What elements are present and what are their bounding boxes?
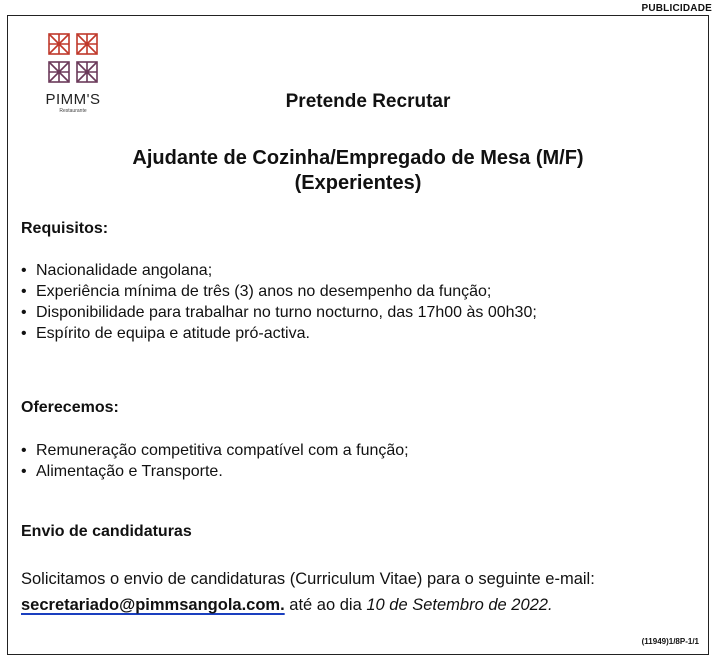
job-title-line1: Ajudante de Cozinha/Empregado de Mesa (M/F) [132, 147, 584, 169]
logo-name: PIMM'S [45, 91, 101, 108]
list-item: • Nacionalidade angolana; [21, 260, 537, 281]
list-item: • Alimentação e Transporte. [21, 461, 409, 482]
list-item: • Remuneração competitiva compatível com a função; [21, 440, 409, 461]
job-title [8, 146, 708, 196]
deadline-date: 10 de Setembro de 2022. [366, 596, 553, 614]
publicidade-label: PUBLICIDADE [641, 3, 712, 14]
list-item: • Disponibilidade para trabalhar no turno nocturno, das 17h00 às 00h30; [21, 302, 537, 323]
envio-instruction: Solicitamos o envio de candidaturas (Curriculum Vitae) para o seguinte e-mail: [21, 570, 595, 588]
envio-contact-line [21, 592, 711, 618]
ad-box [7, 15, 709, 655]
envio-heading: Envio de candidaturas [21, 523, 192, 540]
recruit-heading: Pretende Recrutar [285, 91, 451, 112]
logo-emblem-icon [45, 30, 101, 86]
envio-text [21, 566, 711, 618]
list-item: • Experiência mínima de três (3) anos no desempenho da função; [21, 281, 537, 302]
logo-subtitle: Restaurante [59, 108, 87, 114]
email-link[interactable]: secretariado@pimmsangola.com. [21, 596, 285, 614]
oferecemos-heading: Oferecemos: [21, 399, 119, 416]
deadline-prefix: até ao dia [284, 596, 367, 614]
ad-reference: (11949)1/8P-1/1 [641, 637, 699, 646]
oferecemos-list [21, 440, 409, 482]
requisitos-heading: Requisitos: [21, 220, 109, 237]
list-item: • Espírito de equipa e atitude pró-activa. [21, 323, 537, 344]
job-title-line2: (Experientes) [294, 172, 422, 194]
requisitos-list [21, 260, 537, 344]
